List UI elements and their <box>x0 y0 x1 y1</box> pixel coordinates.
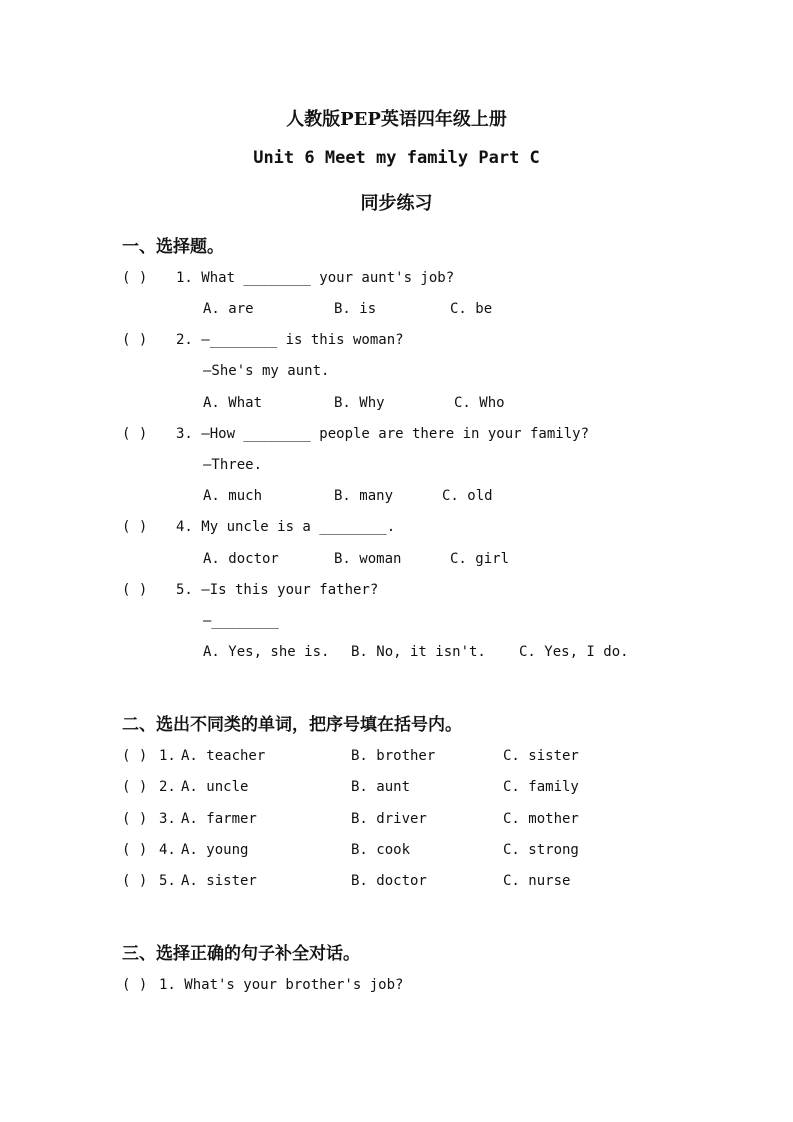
option-c: C. old <box>442 488 493 504</box>
answer-paren: ( ) <box>122 748 148 764</box>
option-c: C. Who <box>454 395 505 411</box>
option-a: A. are <box>203 301 254 317</box>
answer-paren: ( ) <box>122 842 148 858</box>
item-number: 4. <box>159 842 176 858</box>
option-b: B. woman <box>334 551 402 567</box>
answer-paren: ( ) <box>122 519 148 535</box>
option-c: C. Yes, I do. <box>519 644 629 660</box>
answer-paren: ( ) <box>122 977 148 993</box>
item-number: 3. <box>159 811 176 827</box>
option-c: C. mother <box>503 811 579 827</box>
option-b: B. aunt <box>351 779 411 795</box>
option-a: A. Yes, she is. <box>203 644 330 660</box>
question-text: 2. —________ is this woman? <box>176 332 404 348</box>
item-number: 2. <box>159 779 176 795</box>
option-a: A. sister <box>181 873 257 889</box>
option-a: A. young <box>181 842 249 858</box>
reply-text: —________ <box>203 613 279 629</box>
option-c: C. girl <box>450 551 510 567</box>
question-text: 4. My uncle is a ________. <box>176 519 396 535</box>
option-b: B. cook <box>351 842 411 858</box>
answer-paren: ( ) <box>122 270 148 286</box>
answer-paren: ( ) <box>122 332 148 348</box>
item-number: 5. <box>159 873 176 889</box>
option-a: A. farmer <box>181 811 257 827</box>
option-c: C. family <box>503 779 579 795</box>
answer-paren: ( ) <box>122 582 148 598</box>
question-text: 5. —Is this your father? <box>176 582 379 598</box>
option-a: A. doctor <box>203 551 279 567</box>
answer-paren: ( ) <box>122 811 148 827</box>
reply-text: —She's my aunt. <box>203 363 330 379</box>
reply-text: —Three. <box>203 457 263 473</box>
question-text: 1. What ________ your aunt's job? <box>176 270 455 286</box>
option-c: C. strong <box>503 842 579 858</box>
section2-heading: 二、选出不同类的单词，把序号填在括号内。 <box>122 715 462 735</box>
answer-paren: ( ) <box>122 873 148 889</box>
option-c: C. be <box>450 301 493 317</box>
option-b: B. many <box>334 488 394 504</box>
option-a: A. much <box>203 488 263 504</box>
question-text: 1. What's your brother's job? <box>159 977 404 993</box>
option-b: B. brother <box>351 748 436 764</box>
option-a: A. What <box>203 395 263 411</box>
option-b: B. doctor <box>351 873 427 889</box>
option-b: B. is <box>334 301 377 317</box>
section3-heading: 三、选择正确的句子补全对话。 <box>122 944 360 964</box>
question-text: 3. —How ________ people are there in your family? <box>176 426 590 442</box>
unit-title: Unit 6 Meet my family Part C <box>253 148 540 168</box>
answer-paren: ( ) <box>122 779 148 795</box>
section1-heading: 一、选择题。 <box>122 237 224 257</box>
answer-paren: ( ) <box>122 426 148 442</box>
option-c: C. nurse <box>503 873 571 889</box>
option-b: B. driver <box>351 811 427 827</box>
option-a: A. uncle <box>181 779 249 795</box>
item-number: 1. <box>159 748 176 764</box>
option-c: C. sister <box>503 748 579 764</box>
option-a: A. teacher <box>181 748 266 764</box>
worksheet-subtitle: 同步练习 <box>360 193 433 214</box>
option-b: B. Why <box>334 395 385 411</box>
worksheet-title: 人教版PEP英语四年级上册 <box>286 109 507 130</box>
option-b: B. No, it isn't. <box>351 644 486 660</box>
